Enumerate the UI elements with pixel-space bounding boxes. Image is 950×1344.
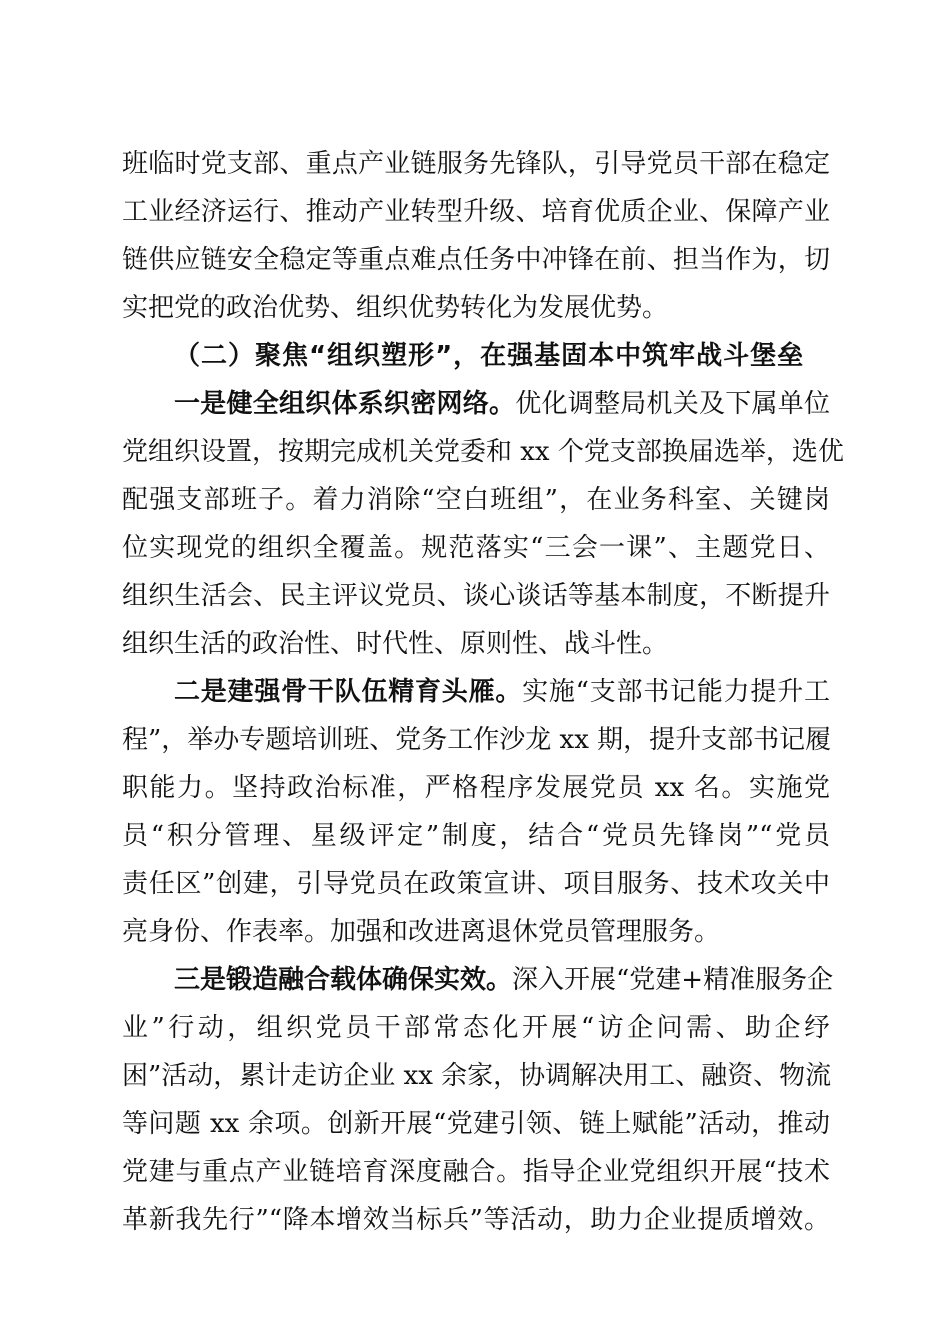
paragraph-line: 党建与重点产业链培育深度融合。指导企业党组织开展“技术 [122,1157,830,1187]
paragraph-line: 等问题 xx 余项。创新开展“党建引领、链上赋能”活动，推动 [122,1109,830,1139]
paragraph-first-line [174,382,830,426]
paragraph-line: 困”活动，累计走访企业 xx 余家，协调解决用工、融资、物流 [122,1061,832,1091]
paragraph-line: 业”行动，组织党员干部常态化开展“访企问需、助企纾 [122,1013,830,1043]
section-heading: （二）聚焦“组织塑形”，在强基固本中筑牢战斗堡垒 [174,341,805,371]
paragraph-line: 组织生活会、民主评议党员、谈心谈话等基本制度，不断提升 [122,581,830,611]
paragraph-line: 班临时党支部、重点产业链服务先锋队，引导党员干部在稳定 [122,149,830,179]
paragraph-line: 配强支部班子。着力消除“空白班组”，在业务科室、关键岗 [122,485,830,515]
paragraph-first-line [174,670,830,714]
paragraph-line: 员“积分管理、星级评定”制度，结合“党员先锋岗”“党员 [122,821,830,851]
paragraph-line: 工业经济运行、推动产业转型升级、培育优质企业、保障产业 [122,197,830,227]
paragraph-lead: 一是健全组织体系织密网络。 [174,389,516,419]
paragraph-line: 组织生活的政治性、时代性、原则性、战斗性。 [122,629,669,659]
paragraph-text: 优化调整局机关及下属单位 [515,389,830,419]
paragraph-line: 革新我先行”“降本增效当标兵”等活动，助力企业提质增效。 [122,1205,830,1235]
paragraph-lead: 三是锻造融合载体确保实效。 [174,965,513,995]
paragraph-text: 深入开展“党建+精准服务企 [512,965,834,995]
paragraph-line: 职能力。坚持政治标准，严格程序发展党员 xx 名。实施党 [122,773,830,803]
paragraph-text: 实施“支部书记能力提升工 [522,677,830,707]
paragraph-line: 实把党的政治优势、组织优势转化为发展优势。 [122,293,669,323]
paragraph-line: 程”，举办专题培训班、党务工作沙龙 xx 期，提升支部书记履 [122,725,832,755]
paragraph-lead: 二是建强骨干队伍精育头雁。 [174,677,523,707]
paragraph-line: 责任区”创建，引导党员在政策宣讲、项目服务、技术攻关中 [122,869,830,899]
paragraph-line: 链供应链安全稳定等重点难点任务中冲锋在前、担当作为，切 [122,245,830,275]
paragraph-line: 位实现党的组织全覆盖。规范落实“三会一课”、主题党日、 [122,533,830,563]
paragraph-line: 党组织设置，按期完成机关党委和 xx 个党支部换届选举，选优 [122,437,844,467]
paragraph-first-line [174,958,834,1002]
paragraph-line: 亮身份、作表率。加强和改进离退休党员管理服务。 [122,917,721,947]
